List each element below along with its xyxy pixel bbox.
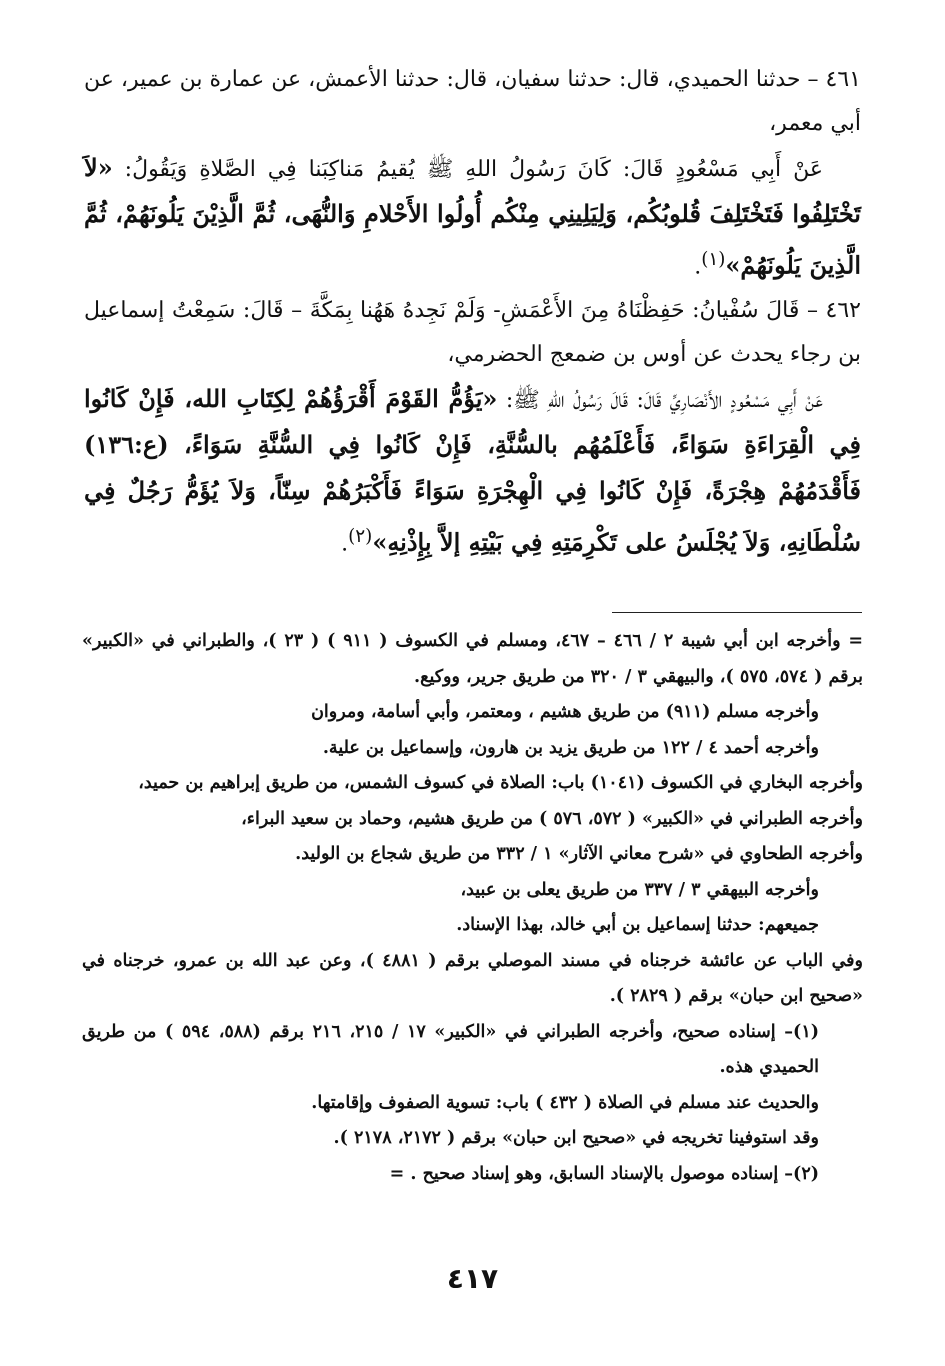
hadith-461-isnad: ٤٦١ – حدثنا الحميدي، قال: حدثنا سفيان، قال: حدثنا الأعمش، عن عمارة بن عمير، عن أبي معمر،	[84, 67, 861, 136]
footnote-separator	[612, 612, 862, 613]
footnote-ref-1: (١)	[701, 249, 726, 270]
footnote-line: وأخرجه الطحاوي في «شرح معاني الآثار» ١ / ٣٣٢ من طريق شجاع بن الوليد.	[295, 844, 863, 864]
page-number: ٤١٧	[446, 1262, 499, 1295]
footnote-line: وأخرجه البخاري في الكسوف (١٠٤١) باب: الصلاة في كسوف الشمس، من طريق إبراهيم بن حميد،	[138, 773, 863, 793]
footnote-line: وأخرجه الطبراني في «الكبير» ( ٥٧٢، ٥٧٦ ) من طريق هشيم، وحماد بن سعيد البراء،	[241, 808, 863, 829]
hadith-462-text: عَنْ أَبِي مَسْعُودٍ الأَنْصَارِيِّ قَالَ: قَالَ رَسُولُ اللهِ ﷺ: «يَؤُمُّ القَوْمَ أَقْرَؤُهُمْ لِكِتَابِ الله، فَإِنْ كَانُوا فِي الْقِرَاءَةِ سَوَاءً، فَأَعْلَمُهُم بالسُّنَّةِ، فَإِنْ كَانُوا فِي السُّنَّةِ سَوَاءً، (ع:١٣٦) فَأَقْدَمُهُمْ هِجْرَةً، فَإِنْ كَانُوا فِي الْهِجْرَةِ سَوَاءً فَأَكْبَرُهُمْ سِنّاً، وَلاَ يُؤَمُّ رَجُلٌ فِي سُلْطَانِهِ، وَلاَ يُجْلَسُ على تَكْرِمَتِهِ فِي بَيْتِهِ إلاَّ بِإِذْنِهِ»$^{(٢)}$.	[84, 384, 861, 557]
footnote-1: (١)– إسناده صحيح، وأخرجه الطبراني في «الكبير» ١٧ / ٢١٥، ٢١٦ برقم (٥٨٨، ٥٩٤ ) من طريق الحميدي هذه.	[82, 1021, 820, 1077]
hadith-462-matn: «يَؤُمُّ القَوْمَ أَقْرَؤُهُمْ لِكِتَابِ الله، فَإِنْ كَانُوا فِي الْقِرَاءَةِ سَوَاءً، فَأَعْلَمُهُم بالسُّنَّةِ، فَإِنْ كَانُوا فِي السُّنَّةِ سَوَاءً، (ع:١٣٦) فَأَقْدَمُهُمْ هِجْرَةً، فَإِنْ كَانُوا فِي الْهِجْرَةِ سَوَاءً فَأَكْبَرُهُمْ سِنّاً، وَلاَ يُؤَمُّ رَجُلٌ فِي سُلْطَانِهِ، وَلاَ يُجْلَسُ على تَكْرِمَتِهِ فِي بَيْتِهِ إلاَّ بِإِذْنِهِ»	[84, 384, 861, 557]
footnote-line: وأخرجه البيهقي ٣ / ٣٣٧ من طريق يعلى بن عبيد،	[460, 879, 819, 900]
hadith-461-matn: «لاَ تَخْتَلِفُوا فَتَخْتَلِفَ قُلوبُكُم، وَلِيَلِينِي مِنْكُم أُولُوا الأَحْلامِ وَالنُّهَى، ثُمَّ الَّذِيْنَ يَلُونَهُمْ، ثُمَّ الَّذِينَ يَلُونَهُمْ»	[84, 153, 861, 280]
footnote-2: (٢)– إسناده موصول بالإسناد السابق، وهو إسناد صحيح . =	[389, 1163, 819, 1184]
hadith-462-intro: عَنْ أَبِي مَسْعُودٍ الأَنْصَارِيِّ قَالَ: قَالَ رَسُولُ اللهِ ﷺ:	[505, 388, 824, 414]
hadith-462-isnad: ٤٦٢ – قَالَ سُفْيانُ: حَفِظْنَاهُ مِنَ الأَعْمَشِ- وَلَمْ نَجِدهُ هَهُنا بِمَكَّةَ – قَالَ: سَمِعْتُ إسماعيل بن رجاء يحدث عن أوس بن ضمعج الحضرمي،	[84, 298, 861, 368]
footnote-line: وقد استوفينا تخريجه في «صحيح ابن حبان» برقم ( ٢١٧٢، ٢١٧٨ ).	[333, 1128, 819, 1148]
footnote-line: وأخرجه مسلم (٩١١) من طريق هشيم ، ومعتمر، وأبي أسامة، ومروان	[311, 702, 819, 722]
hadith-text-body	[84, 58, 861, 567]
footnote-line: وفي الباب عن عائشة خرجناه في مسند الموصلي برقم ( ٤٨٨١ )، وعن عبد الله بن عمرو، خرجناه في «صحيح ابن حبان» برقم ( ٢٨٢٩ ).	[82, 950, 863, 1006]
footnote-ref-2: (٢)	[348, 526, 373, 548]
hadith-461-text: عَنْ أَبِي مَسْعُودٍ قَالَ: كَانَ رَسُولُ اللهِ ﷺ يُقيمُ مَناكِبَنا فِي الصَّلاةِ وَيَقُولُ: «لاَ تَخْتَلِفُوا فَتَخْتَلِفَ قُلوبُكُم، وَلِيَلِينِي مِنْكُم أُولُوا الأَحْلامِ وَالنُّهَى، ثُمَّ الَّذِيْنَ يَلُونَهُمْ، ثُمَّ الَّذِينَ يَلُونَهُمْ»$^{(١)}$.	[84, 153, 861, 280]
footnotes	[82, 624, 863, 1192]
footnote-line: = وأخرجه ابن أبي شيبة ٢ / ٤٦٦ – ٤٦٧، ومسلم في الكسوف ( ٩١١ ) ( ٢٣ )، والطبراني في «الكبير» برقم ( ٥٧٤، ٥٧٥ )، والبيهقي ٣ / ٣٢٠ من طريق جرير، ووكيع.	[82, 631, 864, 687]
footnote-line: جميعهم: حدثنا إسماعيل بن أبي خالد، بهذا الإسناد.	[456, 915, 819, 935]
footnote-line: والحديث عند مسلم في الصلاة ( ٤٣٢ ) باب: تسوية الصفوف وإقامتها.	[311, 1092, 819, 1113]
hadith-461-intro: عَنْ أَبِي مَسْعُودٍ قَالَ: كَانَ رَسُولُ اللهِ ﷺ يُقيمُ مَناكِبَنا فِي الصَّلاةِ وَيَقُولُ:	[124, 157, 823, 182]
footnote-line: وأخرجه أحمد ٤ / ١٢٢ من طريق يزيد بن هارون، وإسماعيل بن علية.	[322, 737, 819, 758]
